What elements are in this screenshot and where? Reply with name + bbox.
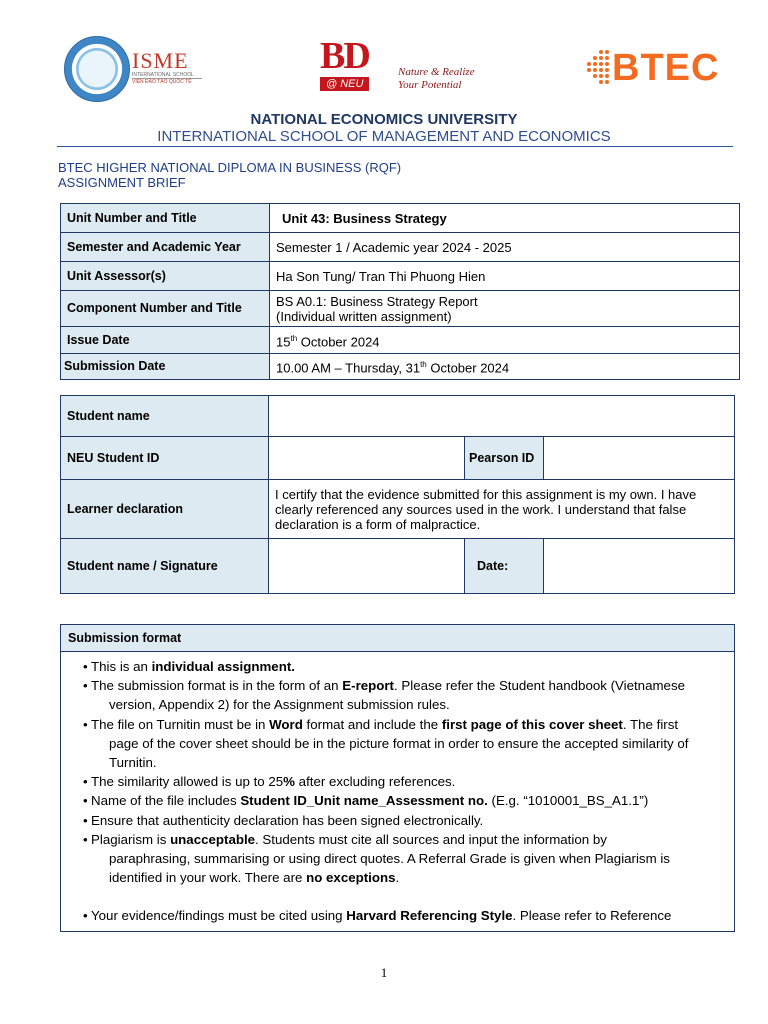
issue-day-suffix: th	[290, 333, 298, 343]
rule-text: .	[395, 870, 400, 886]
table-row	[61, 327, 740, 354]
university-header	[0, 111, 768, 146]
component-type: (Individual written assignment)	[276, 308, 452, 324]
unit-value: Unit 43: Business Strategy	[270, 204, 740, 233]
assessor-label: Unit Assessor(s)	[61, 262, 270, 291]
neu-id-label: NEU Student ID	[61, 437, 269, 480]
student-info-table	[60, 395, 735, 594]
component-label: Component Number and Title	[61, 291, 270, 327]
bullet-icon: •	[83, 678, 88, 694]
rule-text: format and include the	[302, 716, 442, 732]
component-title: BS A0.1: Business Strategy Report	[276, 293, 478, 309]
signature-field[interactable]	[269, 539, 465, 594]
pearson-id-field[interactable]	[544, 437, 735, 480]
semester-label: Semester and Academic Year	[61, 233, 270, 262]
isme-subtitle-vn: VIỆN ĐÀO TẠO QUỐC TẾ	[132, 78, 202, 85]
student-name-label: Student name	[61, 396, 269, 437]
rule-text: Ensure that authenticity declaration has been signed electronically.	[91, 812, 484, 828]
submission-format-box	[60, 624, 735, 932]
list-item	[83, 791, 728, 810]
issue-day: 15	[276, 334, 291, 350]
table-row	[61, 262, 740, 291]
table-row	[61, 233, 740, 262]
date-field[interactable]	[544, 539, 735, 594]
assessor-value: Ha Son Tung/ Tran Thi Phuong Hien	[270, 262, 740, 291]
rule-text: identified in your work. There are	[109, 870, 307, 886]
rule-continuation: paraphrasing, summarising or using direct quotes. A Referral Grade is given when Plagiarism is	[109, 851, 670, 867]
unit-label: Unit Number and Title	[61, 204, 270, 233]
list-item	[83, 715, 728, 773]
list-item	[83, 811, 728, 830]
bd-wordmark: BD	[320, 35, 369, 77]
isme-logo	[132, 50, 212, 85]
table-row	[61, 204, 740, 233]
submission-date-label: Submission Date	[61, 354, 270, 380]
bd-tagline-2: Your Potential	[398, 79, 462, 91]
bullet-icon: •	[83, 812, 88, 828]
student-name-field[interactable]	[269, 396, 735, 437]
university-name: NATIONAL ECONOMICS UNIVERSITY	[250, 111, 518, 128]
declaration-label: Learner declaration	[61, 480, 269, 539]
issue-date-label: Issue Date	[61, 327, 270, 354]
bd-tagline	[398, 66, 475, 92]
submission-rules-list	[61, 652, 734, 926]
bullet-icon: •	[83, 774, 88, 790]
bd-neu-tag: @ NEU	[320, 77, 369, 91]
submission-month-year: October 2024	[426, 360, 510, 376]
btec-wordmark: BTEC	[612, 47, 720, 89]
rule-text: Plagiarism is	[91, 831, 171, 847]
rule-text: after excluding references.	[294, 774, 456, 790]
btec-dots-icon	[585, 48, 611, 88]
rule-emphasis: Harvard Referencing Style	[346, 908, 513, 924]
declaration-text: I certify that the evidence submitted for this assignment is my own. I have clearly referenced any sources used in the work. I understand that false declaration is a form of malpractice.	[269, 480, 735, 539]
rule-text: The submission format is in the form of an	[91, 678, 343, 694]
rule-continuation: page of the cover sheet should be in the picture format in order to ensure the accepted similarity of	[109, 735, 689, 751]
header-divider	[57, 146, 733, 147]
rule-text: The similarity allowed is up to 25	[91, 774, 284, 790]
table-row	[61, 437, 735, 480]
rule-emphasis: Student ID_Unit name_Assessment no.	[240, 793, 488, 809]
rule-emphasis: unacceptable	[170, 831, 256, 847]
rule-emphasis: first page of this cover sheet	[441, 716, 623, 732]
document-type: ASSIGNMENT BRIEF	[58, 175, 186, 190]
program-header	[58, 160, 401, 190]
signature-label: Student name / Signature	[61, 539, 269, 594]
submission-format-heading: Submission format	[61, 625, 734, 652]
rule-emphasis: Word	[269, 716, 303, 732]
bullet-icon: •	[83, 659, 88, 674]
submission-date-value	[270, 354, 740, 380]
rule-text: . The first	[622, 716, 679, 732]
bullet-icon: •	[83, 716, 88, 732]
rule-emphasis: %	[283, 774, 295, 790]
rule-emphasis: E-report	[342, 678, 394, 694]
table-row	[61, 539, 735, 594]
neu-seal-logo	[64, 36, 130, 102]
issue-date-value	[270, 327, 740, 354]
rule-emphasis: no exceptions	[306, 870, 396, 886]
bd-tagline-1: Nature & Realize	[398, 66, 475, 78]
logo-bar	[0, 30, 768, 105]
bd-neu-logo	[320, 35, 388, 90]
table-row	[61, 291, 740, 327]
component-value	[270, 291, 740, 327]
page-number: 1	[380, 965, 388, 980]
school-name: INTERNATIONAL SCHOOL OF MANAGEMENT AND ECONOMICS	[157, 128, 611, 145]
rule-continuation: Turnitin.	[109, 755, 157, 771]
isme-wordmark: ISME	[132, 48, 189, 73]
bullet-icon: •	[83, 908, 88, 924]
pearson-id-label: Pearson ID	[465, 437, 544, 480]
date-label: Date:	[465, 539, 544, 594]
rule-text: (E.g. “1010001_BS_A1.1”)	[487, 793, 649, 809]
table-row	[61, 480, 735, 539]
rule-emphasis: individual assignment.	[151, 659, 295, 674]
list-item	[83, 830, 728, 888]
program-title: BTEC HIGHER NATIONAL DIPLOMA IN BUSINESS (RQF)	[58, 160, 402, 175]
bullet-icon: •	[83, 793, 88, 809]
list-item	[83, 657, 728, 676]
rule-text: . Please refer to Reference	[512, 908, 672, 924]
rule-text: Name of the file includes	[91, 793, 241, 809]
semester-value: Semester 1 / Academic year 2024 - 2025	[270, 233, 740, 262]
submission-time-day: 10.00 AM – Thursday, 31	[276, 360, 421, 376]
rule-text: This is an	[91, 659, 152, 674]
list-item	[83, 676, 728, 714]
neu-id-field[interactable]	[269, 437, 465, 480]
isme-subtitle: INTERNATIONAL SCHOOL	[132, 72, 194, 78]
rule-text: . Please refer the Student handbook (Vietnamese	[393, 678, 685, 694]
rule-text: The file on Turnitin must be in	[91, 716, 270, 732]
submission-day-suffix: th	[420, 360, 427, 370]
rule-continuation: version, Appendix 2) for the Assignment submission rules.	[109, 697, 450, 713]
table-row	[61, 396, 735, 437]
bullet-icon: •	[83, 831, 88, 847]
rule-continuation	[91, 868, 728, 887]
unit-info-table	[60, 203, 740, 380]
list-item	[83, 906, 728, 925]
rule-text: Your evidence/findings must be cited using	[91, 908, 347, 924]
rule-text: . Students must cite all sources and input the information by	[255, 831, 607, 847]
list-item	[83, 772, 728, 791]
table-row	[61, 354, 740, 380]
issue-month-year: October 2024	[297, 334, 380, 350]
